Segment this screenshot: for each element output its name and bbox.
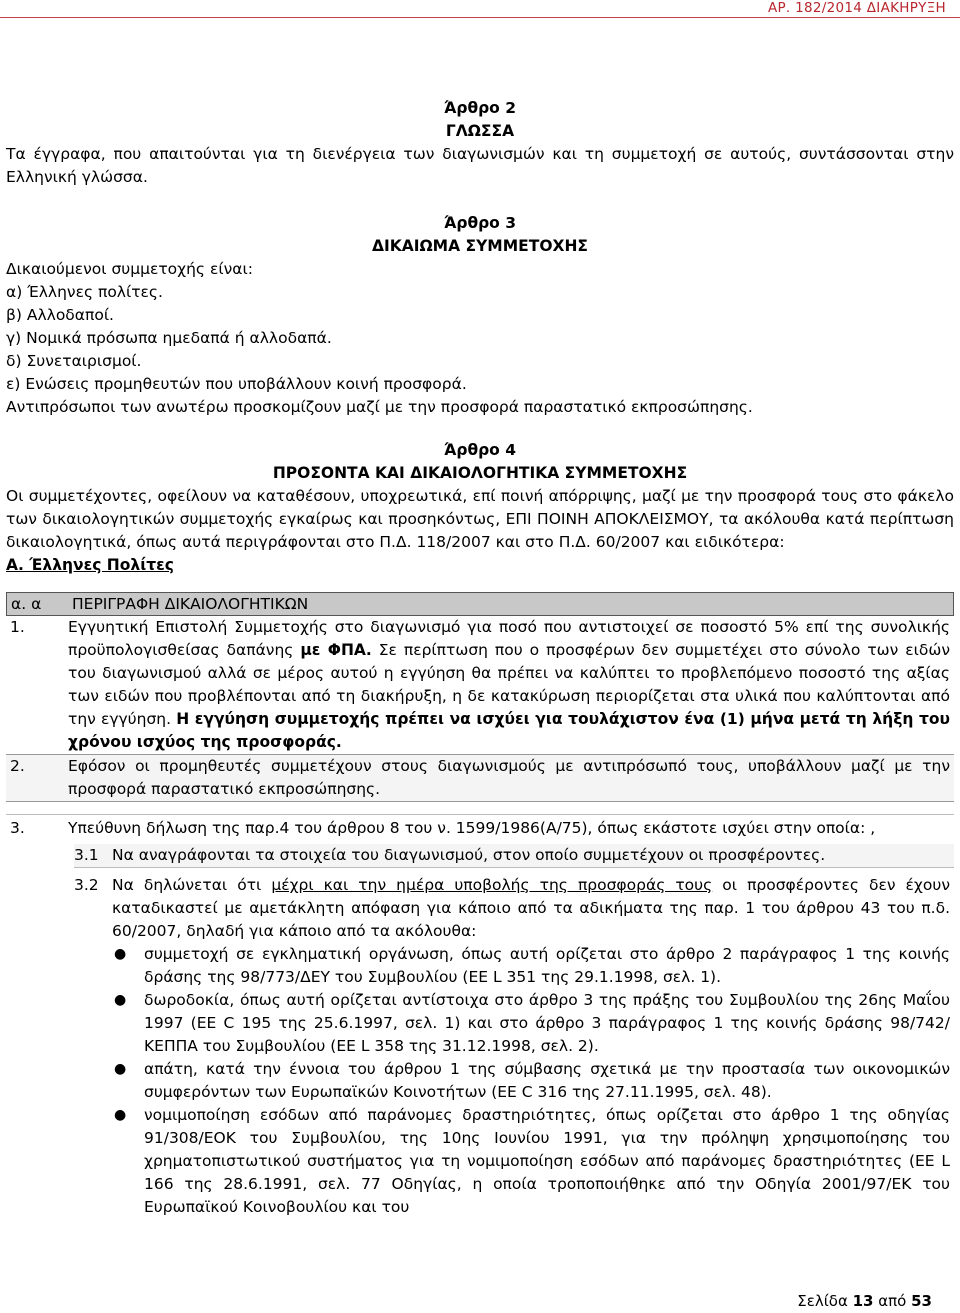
row-text: Εφόσον οι προμηθευτές συμμετέχουν στους διαγωνισμούς με αντιπρόσωπό τους, υποβάλλουν μαζί με την προσφορά παραστατικό εκπροσώπησης. <box>68 757 950 798</box>
article3-note: Αντιπρόσωποι των ανωτέρω προσκομίζουν μαζί με την προσφορά παραστατικό εκπροσώπησης. <box>6 398 753 416</box>
article4-subheading: Α. Έλληνες Πολίτες <box>6 556 174 574</box>
table-row <box>6 754 954 802</box>
article2-heading: Άρθρο 2 <box>443 99 517 117</box>
article3-intro: Δικαιούμενοι συμμετοχής είναι: <box>6 260 253 278</box>
article4-intro: Οι συμμετέχοντες, οφείλουν να καταθέσουν, υποχρεωτικά, επί ποινή απόρριψης, μαζί με την προσφορά τους στο φάκελο των δικαιολογητικών συμμετοχής εγκαίρως και προσηκόντως, ΕΠΙ ΠΟΙΝΗ ΑΠΟΚΛΕΙΣΜΟΥ, τα ακόλουθα κατά περίπτωση δικαιολογητικά, όπως αυτά περιγράφονται στο Π.Δ. 118/2007 και στο Π.Δ. 60/2007 και ειδικότερα: <box>6 487 954 551</box>
sub-item <box>74 874 954 943</box>
article3-item: β) Αλλοδαποί. <box>6 306 114 324</box>
sub-item <box>74 844 954 868</box>
bullet-icon: ● <box>114 1061 127 1077</box>
list-item: ● δωροδοκία, όπως αυτή ορίζεται αντίστοιχα στο άρθρο 3 της πράξης του Συμβουλίου της 26ης Μαΐου 1997 (ΕΕ C 195 της 25.6.1997, σελ. 1) και στο άρθρο 3 παράγραφος 1 της κοινής δράσης 98/742/ΚΕΠΠΑ του Συμβουλίου (ΕΕ L 358 της 31.12.1998, σελ. 2). <box>114 989 954 1058</box>
sub-item-number: 3.2 <box>74 876 99 894</box>
bullet-list <box>114 943 954 1219</box>
row-number: 2. <box>10 757 25 775</box>
sub-item-number: 3.1 <box>74 846 99 864</box>
documents-table <box>6 592 954 1219</box>
page-footer: Σελίδα 13 από 53 <box>797 1292 932 1310</box>
bullet-icon: ● <box>114 992 127 1008</box>
page-content <box>6 97 954 1219</box>
list-item: ● συμμετοχή σε εγκληματική οργάνωση, όπως αυτή ορίζεται στο άρθρο 2 παράγραφος 1 της κοινής δράσης της 98/773/ΔΕΥ του Συμβουλίου (ΕΕ L 351 της 29.1.1998, σελ. 1). <box>114 943 954 989</box>
row-number: 3. <box>10 819 25 837</box>
table-header-number: α. α <box>11 595 42 613</box>
article2-title: ΓΛΩΣΣΑ <box>445 122 515 140</box>
table-header-description: ΠΕΡΙΓΡΑΦΗ ΔΙΚΑΙΟΛΟΓΗΤΙΚΩΝ <box>72 595 309 613</box>
table-header <box>6 592 954 616</box>
article3-item: γ) Νομικά πρόσωπα ημεδαπά ή αλλοδαπά. <box>6 329 332 347</box>
bullet-icon: ● <box>114 946 127 962</box>
bullet-icon: ● <box>114 1107 127 1123</box>
article3-item: δ) Συνεταιρισμοί. <box>6 352 142 370</box>
article4-title: ΠΡΟΣΟΝΤΑ ΚΑΙ ΔΙΚΑΙΟΛΟΓΗΤΙΚΑ ΣΥΜΜΕΤΟΧΗΣ <box>272 464 688 482</box>
sub-item-text: Να αναγράφονται τα στοιχεία του διαγωνισμού, στον οποίο συμμετέχουν οι προσφέροντες. <box>112 846 826 864</box>
header-rule <box>0 17 960 18</box>
row-text: Εγγυητική Επιστολή Συμμετοχής στο διαγωνισμό για ποσό που αντιστοιχεί σε ποσοστό 5% επί της συνολικής προϋπολογισθείσας δαπάνης με ΦΠΑ. Σε περίπτωση που ο προσφέρων δεν συμμετέχει στο σύνολο των ειδών του διαγωνισμού αλλά σε μέρος αυτού η εγγύηση θα πρέπει να καλύπτει το προβλεπόμενο ποσοστό της αξίας των ειδών που προβλέπονται από τη διακήρυξη, η δε κατακύρωση περιορίζεται στα υλικά που καλύπτονται από την εγγύηση. Η εγγύηση συμμετοχής πρέπει να ισχύει για τουλάχιστον ένα (1) μήνα μετά τη λήξη του χρόνου ισχύος της προσφοράς. <box>68 618 951 751</box>
article3-item: ε) Ενώσεις προμηθευτών που υποβάλλουν κοινή προσφορά. <box>6 375 467 393</box>
row-text: Υπεύθυνη δήλωση της παρ.4 του άρθρου 8 του ν. 1599/1986(Α/75), όπως εκάστοτε ισχύει στην οποία: , <box>68 819 876 837</box>
article3-heading: Άρθρο 3 <box>443 214 517 232</box>
article2-text: Τα έγγραφα, που απαιτούνται για τη διενέργεια των διαγωνισμών και τη συμμετοχή σε αυτούς, συντάσσονται στην Ελληνική γλώσσα. <box>6 145 954 186</box>
article3-item: α) Έλληνες πολίτες. <box>6 283 163 301</box>
article3-title: ΔΙΚΑΙΩΜΑ ΣΥΜΜΕΤΟΧΗΣ <box>371 237 589 255</box>
article4-heading: Άρθρο 4 <box>443 441 517 459</box>
list-item: ● απάτη, κατά την έννοια του άρθρου 1 της σύμβασης σχετικά με την προστασία των οικονομικών συμφερόντων των Ευρωπαϊκών Κοινοτήτων (ΕΕ C 316 της 27.11.1995, σελ. 48). <box>114 1058 954 1104</box>
list-item: ● νομιμοποίηση εσόδων από παράνομες δραστηριότητες, όπως ορίζεται στο άρθρο 1 της οδηγίας 91/308/ΕΟΚ του Συμβουλίου, της 10ης Ιουνίου 1991, για την πρόληψη χρησιμοποίησης του χρηματοπιστωτικού συστήματος για τη νομιμοποίηση εσόδων από παράνομες δραστηριότητες (ΕΕ L 166 της 28.6.1991, σελ. 77 Οδηγίας, η οποία τροποποιήθηκε από την Οδηγία 2001/97/ΕΚ του Ευρωπαϊκού Κοινοβουλίου και του <box>114 1104 954 1219</box>
table-row <box>6 616 954 754</box>
page-number: 13 <box>852 1292 874 1310</box>
row-number: 1. <box>10 618 25 636</box>
table-row <box>6 814 954 840</box>
sub-item-text: Να δηλώνεται ότι μέχρι και την ημέρα υποβολής της προσφοράς τους οι προσφέροντες δεν έχουν καταδικαστεί με αμετάκλητη απόφαση για κάποιο από τα αδικήματα της παρ. 1 του άρθρου 43 του π.δ. 60/2007, δηλαδή για κάποιο από τα ακόλουθα: <box>112 876 950 940</box>
page-total: 53 <box>911 1292 932 1310</box>
document-header: ΑΡ. 182/2014 ΔΙΑΚΗΡΥΞΗ <box>767 0 946 16</box>
